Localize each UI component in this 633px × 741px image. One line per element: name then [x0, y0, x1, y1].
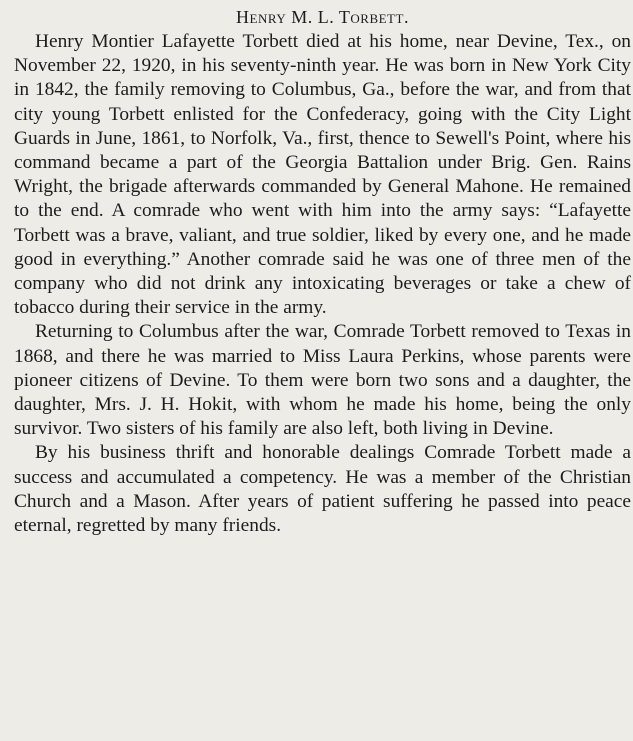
paragraph-family: Returning to Columbus after the war, Comrade Torbett removed to Texas in 1868, and there he was married to Miss Laura Perkins, whose parents were pioneer citizens of Devine. To them were born two sons and a daughter, the daughter, Mrs. J. H. Hokit, with whom he made his home, being the only survivor. Two sisters of his family are also left, both living in Devine. — [14, 321, 631, 440]
paragraph-character: By his business thrift and honorable dealings Comrade Torbett made a success and accumulated a competency. He was a member of the Christian Church and a Mason. After years of patient suffering he passed into peace eternal, regretted by many friends. — [14, 442, 631, 537]
paragraph-military-service: Henry Montier Lafayette Torbett died at his home, near Devine, Tex., on November 22, 1920, in his seventy-ninth year. He was born in New York City in 1842, the family removing to Columbus, Ga., before the war, and from that city young Torbett enlisted for the Confederacy, going with the City Light Guards in June, 1861, to Norfolk, Va., first, thence to Sewell's Point, where his command became a part of the Georgia Battalion under Brig. Gen. Rains Wright, the brigade afterwards commanded by General Mahone. He remained to the end. A comrade who went with him into the army says: “Lafayette Torbett was a brave, valiant, and true soldier, liked by every one, and he made good in everything.” Another comrade said he was one of three men of the company who did not drink any intoxicating beverages or take a chew of tobacco during their service in the army. — [14, 31, 631, 319]
obituary-title: Henry M. L. Torbett. — [236, 7, 409, 27]
